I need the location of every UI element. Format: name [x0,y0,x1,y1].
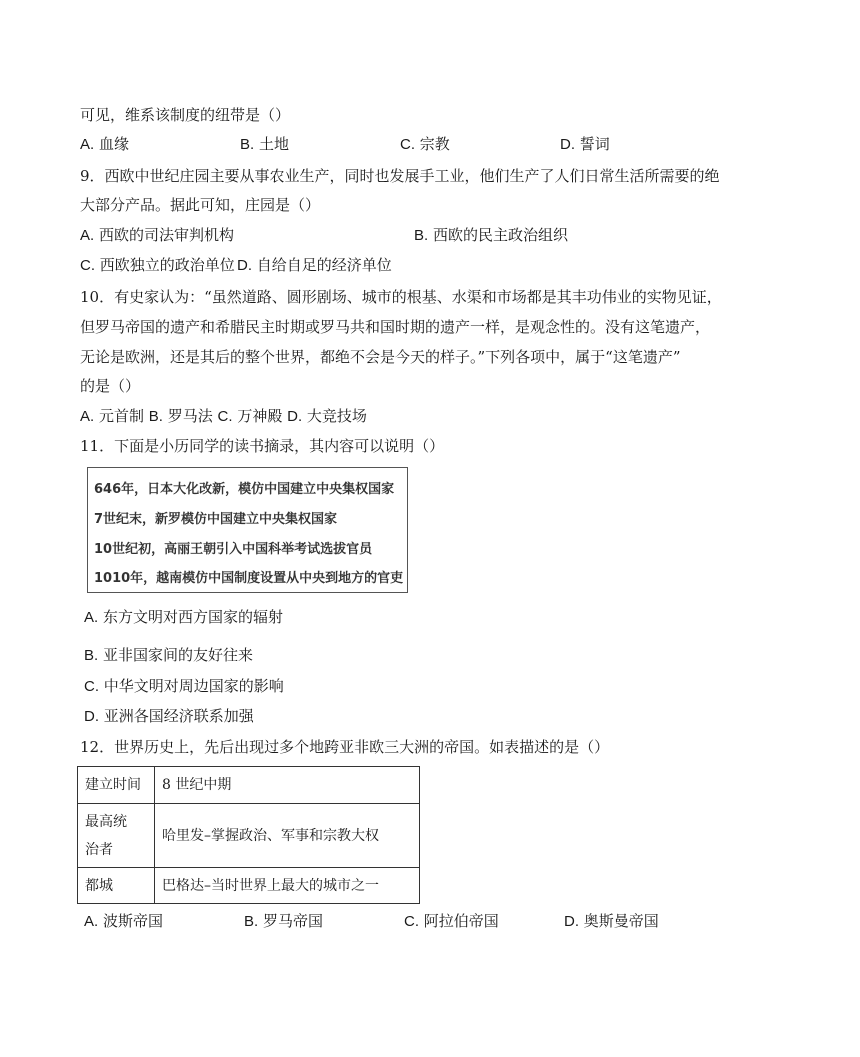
q11-option-a: A. 东方文明对西方国家的辐射 [84,608,283,626]
q12-option-a: A. 波斯帝国 [84,912,163,930]
table-value-founding: 8 世纪中期 [155,767,420,804]
table-key-capital: 都城 [78,868,155,904]
excerpt-line-1: 646年，日本大化改新，模仿中国建立中央集权国家 [94,482,395,497]
reading-excerpt-box [87,467,408,593]
q11-option-c: C. 中华文明对周边国家的影响 [84,677,284,695]
table-row [78,868,420,904]
table-key-founding: 建立时间 [78,767,155,804]
q9-option-a: A. 西欧的司法审判机构 [80,226,234,244]
q8-option-b: B. 土地 [240,135,289,153]
q12-option-b: B. 罗马帝国 [244,912,323,930]
q8-option-a: A. 血缘 [80,135,129,153]
table-key-ruler: 最高统 治者 [78,804,155,868]
empire-info-table [77,766,420,904]
excerpt-line-3: 10世纪初，高丽王朝引入中国科举考试选拔官员 [94,542,373,557]
q10-options-row [80,406,367,427]
q12-option-c: C. 阿拉伯帝国 [404,912,499,930]
q11-option-b: B. 亚非国家间的友好往来 [84,646,253,664]
q9-option-b: B. 西欧的民主政治组织 [414,226,568,244]
q10-option-c: C. 万神殿 [217,407,283,425]
table-row [78,804,420,868]
q10-option-d: D. 大竞技场 [287,407,367,425]
q9-option-d: D. 自给自足的经济单位 [237,256,392,274]
q12-option-d: D. 奥斯曼帝国 [564,912,659,930]
q10-stem-line2: 但罗马帝国的遗产和希腊民主时期或罗马共和国时期的遗产一样，是观念性的。没有这笔遗产， [80,318,711,336]
q8-option-c: C. 宗教 [400,135,450,153]
q10-option-b: B. 罗马法 [148,407,213,425]
q12-stem: 12．世界历史上，先后出现过多个地跨亚非欧三大洲的帝国。如表描述的是（） [80,738,610,756]
q10-option-a: A. 元首制 [80,407,144,425]
q9-option-c: C. 西欧独立的政治单位 [80,256,235,274]
q11-stem: 11．下面是小历同学的读书摘录，其内容可以说明（） [80,437,445,455]
excerpt-line-4: 1010年，越南模仿中国制度设置从中央到地方的官吏 [94,571,404,586]
q8-stem-tail: 可见，维系该制度的纽带是（） [80,106,291,124]
table-value-ruler: 哈里发–掌握政治、军事和宗教大权 [155,804,420,868]
q8-option-d: D. 誓词 [560,135,610,153]
q10-stem-line1: 10．有史家认为：“虽然道路、圆形剧场、城市的根基、水渠和市场都是其丰功伟业的实物见证， [80,288,722,306]
q11-option-d: D. 亚洲各国经济联系加强 [84,707,254,725]
q10-stem-line4: 的是（） [80,377,141,395]
table-value-capital: 巴格达–当时世界上最大的城市之一 [155,868,420,904]
q10-stem-line3: 无论是欧洲，还是其后的整个世界，都绝不会是今天的样子。”下列各项中，属于“这笔遗产” [80,348,681,366]
table-row [78,767,420,804]
excerpt-line-2: 7世纪末，新罗模仿中国建立中央集权国家 [94,512,338,527]
q9-stem-line1: 9．西欧中世纪庄园主要从事农业生产，同时也发展手工业，他们生产了人们日常生活所需要的绝 [80,167,720,185]
q9-stem-line2: 大部分产品。据此可知，庄园是（） [80,196,321,214]
